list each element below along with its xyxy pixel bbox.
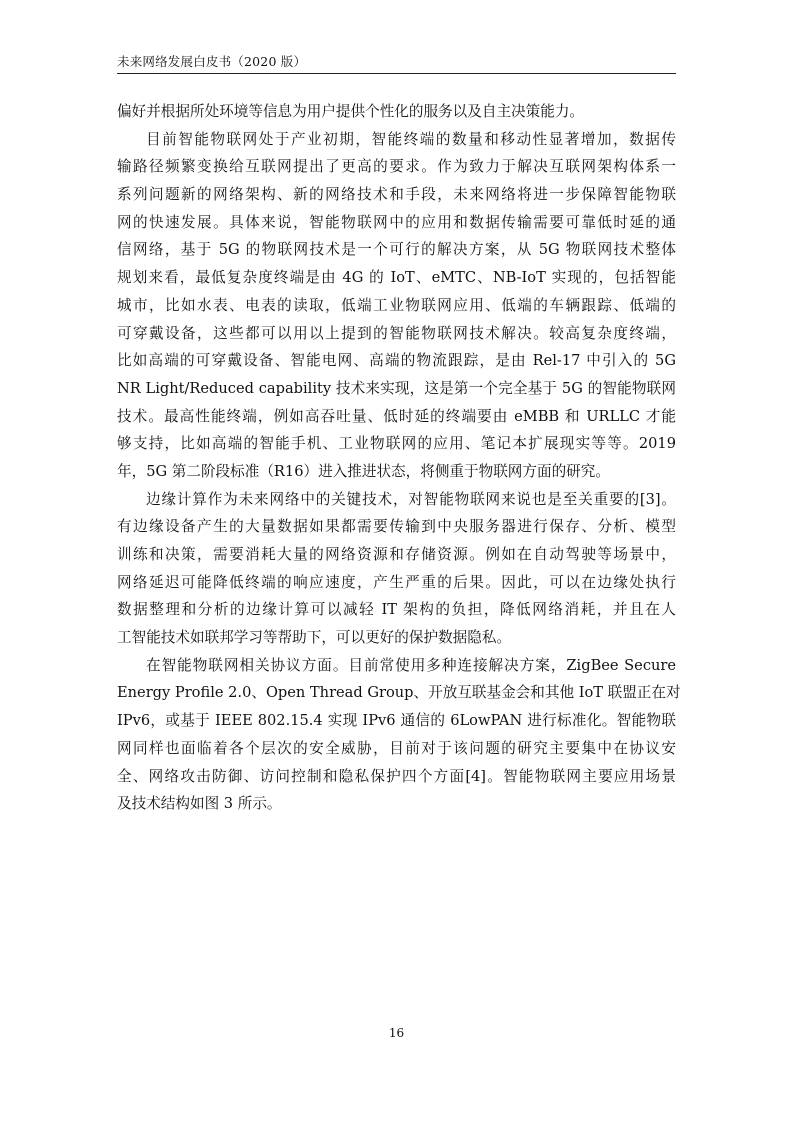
- text-line: 规划来看，最低复杂度终端是由 4G 的 IoT、eMTC、NB-IoT 实现的，包括智能: [117, 269, 676, 287]
- page-number: 16: [388, 1026, 405, 1040]
- text-line: 信网络，基于 5G 的物联网技术是一个可行的解决方案，从 5G 物联网技术整体: [117, 241, 676, 259]
- text-line: IPv6，或基于 IEEE 802.15.4 实现 IPv6 通信的 6LowPAN 进行标准化。智能物联: [117, 712, 676, 730]
- text-line: 在智能物联网相关协议方面。目前常使用多种连接解决方案，ZigBee Secure: [146, 656, 676, 674]
- header-divider: [117, 73, 676, 74]
- text-line: 城市，比如水表、电表的读取，低端工业物联网应用、低端的车辆跟踪、低端的: [117, 296, 676, 314]
- text-line: 网络延迟可能降低终端的响应速度，产生严重的后果。因此，可以在边缘处执行: [117, 573, 676, 591]
- text-line: NR Light/Reduced capability 技术来实现，这是第一个完全基于 5G 的智能物联网: [117, 379, 676, 397]
- text-line: 及技术结构如图 3 所示。: [117, 795, 282, 813]
- text-line: 全、网络攻击防御、访问控制和隐私保护四个方面[4]。智能物联网主要应用场景: [117, 767, 676, 785]
- running-header: 未来网络发展白皮书（2020 版）: [117, 54, 307, 69]
- text-line: 输路径频繁变换给互联网提出了更高的要求。作为致力于解决互联网架构体系一: [117, 158, 676, 176]
- text-line: 可穿戴设备，这些都可以用以上提到的智能物联网技术解决。较高复杂度终端，: [117, 324, 676, 342]
- body-text: [117, 98, 681, 818]
- text-line: 边缘计算作为未来网络中的关键技术，对智能物联网来说也是至关重要的[3]。: [146, 490, 676, 508]
- text-line: 够支持，比如高端的智能手机、工业物联网的应用、笔记本扩展现实等等。2019: [117, 435, 676, 453]
- text-line: 网的快速发展。具体来说，智能物联网中的应用和数据传输需要可靠低时延的通: [117, 213, 676, 231]
- text-line: 技术。最高性能终端，例如高吞吐量、低时延的终端要由 eMBB 和 URLLC 才能: [117, 407, 676, 425]
- text-line: 数据整理和分析的边缘计算可以减轻 IT 架构的负担，降低网络消耗，并且在人: [117, 601, 676, 619]
- text-line: 偏好并根据所处环境等信息为用户提供个性化的服务以及自主决策能力。: [117, 103, 585, 120]
- text-line: 训练和决策，需要消耗大量的网络资源和存储资源。例如在自动驾驶等场景中，: [117, 546, 676, 563]
- text-line: 网同样也面临着各个层次的安全威胁，目前对于该问题的研究主要集中在协议安: [117, 739, 676, 757]
- text-line: 系列问题新的网络架构、新的网络技术和手段，未来网络将进一步保障智能物联: [117, 186, 676, 204]
- text-line: 比如高端的可穿戴设备、智能电网、高端的物流跟踪，是由 Rel-17 中引入的 5G: [117, 352, 676, 370]
- text-line: Energy Profile 2.0、Open Thread Group、开放互联基金会和其他 IoT 联盟正在对: [117, 684, 681, 702]
- text-line: 有边缘设备产生的大量数据如果都需要传输到中央服务器进行保存、分析、模型: [117, 518, 676, 536]
- text-line: 目前智能物联网处于产业初期，智能终端的数量和移动性显著增加，数据传: [146, 130, 676, 148]
- text-line: 工智能技术如联邦学习等帮助下，可以更好的保护数据隐私。: [117, 629, 512, 647]
- text-line: 年，5G 第二阶段标准（R16）进入推进状态，将侧重于物联网方面的研究。: [117, 462, 610, 480]
